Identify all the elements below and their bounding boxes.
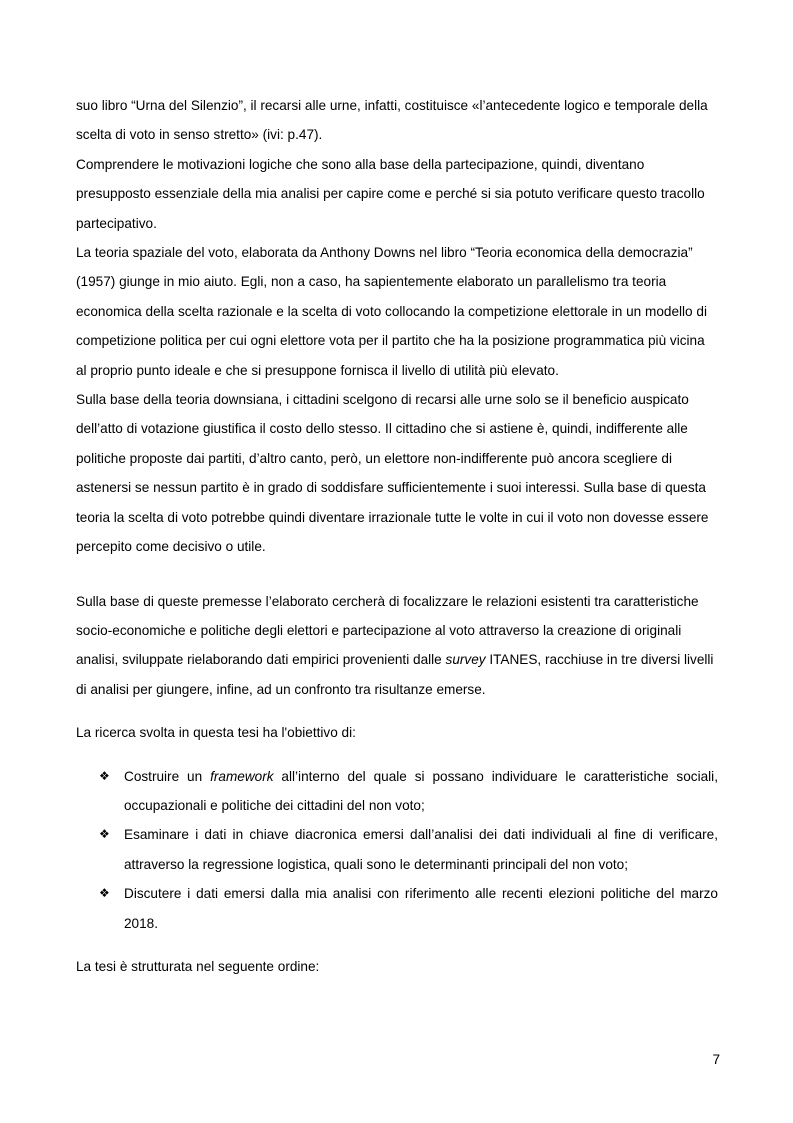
paragraph-4: Sulla base della teoria downsiana, i cittadini scelgono di recarsi alle urne solo se il beneficio auspicato dell’atto di votazione giustifica il costo dello stesso. Il cittadino che si astiene è, quindi, indifferente alle politiche proposte dai partiti, d’altro canto, però, un elettore non-indifferente può ancora scegliere di astenersi se nessun partito è in grado di soddisfare sufficientemente i suoi interessi. Sulla base di questa teoria la scelta di voto potrebbe quindi diventare irrazionale tutte le volte in cui il voto non dovesse essere percepito come decisivo o utile. — [76, 392, 709, 555]
diamond-bullet-icon: ❖ — [99, 768, 110, 783]
paragraph-5-text-start: Sulla base di queste premesse l’elaborato cercherà di focalizzare le relazioni esistenti tra caratteristiche socio-economiche e politiche degli elettori e partecipazione al voto attraverso la creazione di originali analisi, sviluppate rielaborando dati empirici provenienti dalle — [76, 593, 699, 668]
paragraph-6: La ricerca svolta in questa tesi ha l'obiettivo di: — [76, 725, 356, 741]
objectives-list — [76, 762, 718, 938]
list-item-text: Esaminare i dati in chiave diacronica emersi dall’analisi dei dati individuali al fine di verificare, attraverso la regressione logistica, quali sono le determinanti principali del non voto; — [124, 827, 718, 872]
paragraph-3: La teoria spaziale del voto, elaborata da Anthony Downs nel libro “Teoria economica della democrazia” (1957) giunge in mio aiuto. Egli, non a caso, ha sapientemente elaborato un parallelismo tra teoria economica della scelta razionale e la scelta di voto collocando la competizione elettorale in un modello di competizione politica per cui ogni elettore vota per il partito che ha la posizione programmatica più vicina al proprio punto ideale e che si presuppone fornisca il livello di utilità più elevato. — [76, 245, 707, 378]
paragraph-gap — [76, 704, 718, 718]
page-number: 7 — [712, 1052, 720, 1067]
paragraph-5 — [76, 587, 718, 705]
list-item-text-end: all’interno del quale si possano individuare le caratteristiche sociali, occupazionali e politiche dei cittadini del non voto; — [124, 768, 718, 813]
body-text — [76, 91, 718, 981]
paragraph-2: Comprendere le motivazioni logiche che sono alla base della partecipazione, quindi, diventano presupposto essenziale della mia analisi per capire come e perché si sia potuto verificare questo tracollo partecipativo. — [76, 156, 705, 231]
paragraph-5-text-end: ITANES, racchiuse in tre diversi livelli di analisi per giungere, infine, ad un confronto tra risultanze emerse. — [76, 652, 714, 697]
list-item — [76, 820, 718, 879]
list-item — [76, 879, 718, 938]
paragraph-gap — [76, 938, 718, 952]
list-item — [76, 762, 718, 821]
paragraph-gap — [76, 748, 718, 762]
paragraph-gap — [76, 562, 718, 587]
list-item-text-start: Costruire un — [124, 768, 211, 784]
diamond-bullet-icon: ❖ — [99, 827, 110, 842]
diamond-bullet-icon: ❖ — [99, 886, 110, 901]
paragraph-5-italic: survey — [445, 652, 486, 668]
paragraph-1: suo libro “Urna del Silenzio”, il recarsi alle urne, infatti, costituisce «l’antecedente logico e temporale della scelta di voto in senso stretto» (ivi: p.47). — [76, 98, 708, 143]
list-item-italic: framework — [210, 768, 274, 784]
list-item-text: Discutere i dati emersi dalla mia analisi con riferimento alle recenti elezioni politiche del marzo 2018. — [124, 886, 718, 931]
paragraph-7: La tesi è strutturata nel seguente ordine: — [76, 958, 320, 974]
